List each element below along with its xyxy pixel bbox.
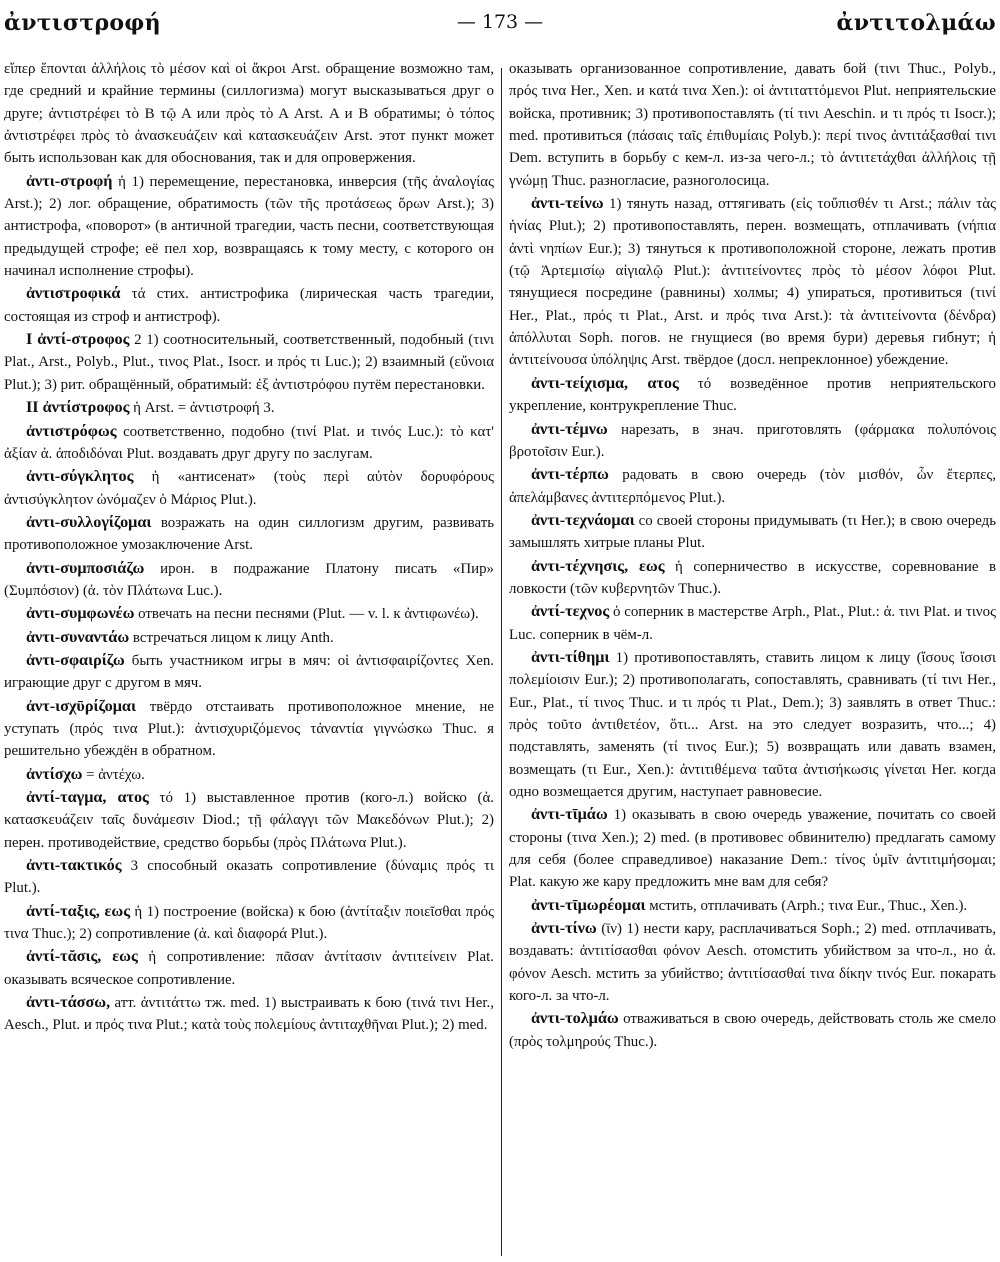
entry-definition: атт. ἀντιτάττω тж. med. 1) выстраивать к бою (τινά τινι Her., Aesch., Plut. и πρός τινα Plut.; κατὰ τοὺς πολεμίους ἀντιταχθῆναι Plut.); 2) med. (4, 995, 494, 1034)
entry-headword: ἀντι-τολμάω (531, 1009, 619, 1028)
entry-headword: ἀντι-τείνω (531, 194, 604, 213)
dictionary-entry (4, 649, 494, 695)
entry-definition: 1) оказывать в свою очередь уважение, почитать со своей стороны (τινα Xen.); 2) med. (в противовес обвинителю) предлагать самому для себя (более справедливое) наказание Dem.: τίνος ὑμῖν ἀντιτιμήσομαι; Plat. какую же кару предложить мне вам для себя? (509, 807, 996, 891)
entry-definition: оказывать организованное сопротивление, давать бой (τινι Thuc., Polyb., πρός τινα Her., Xen. и κατά τινα Xen.): οἱ ἀντιταττόμενοι Plut. неприятельские войска, противник; 3) противопоставлять (τί τινι Aeschin. и τι πρός τι Isocr.); med. противиться (πάσαις ταῖς ἐπιθυμίαις Polyb.): περί τινος ἀντιτάξασθαί τινι Dem. вступить в борьбу с кем-л. из-за чего-л.; τὸ ἀντιτετάχθαι ἀλλήλοις τῇ γνώμῃ Thuc. разногласие, разноголосица. (509, 61, 996, 189)
entry-headword: ἀντι-τέρπω (531, 465, 609, 484)
dictionary-entry (4, 282, 494, 328)
dictionary-entry (509, 418, 996, 464)
entry-headword: ἀντί-ταγμα, ατος (26, 788, 149, 806)
entry-definition: τά стих. антистрофика (лирическая часть трагедии, состоящая из строф и антистроф). (4, 286, 494, 325)
dictionary-entry (4, 602, 494, 625)
entry-headword: ἀντι-τῑμάω (531, 805, 608, 824)
entry-headword: ἀντι-τείχισμα, ατος (531, 373, 679, 392)
entry-headword: ἀντί-τεχνος (531, 602, 610, 621)
entry-headword: ἀντι-σύγκλητος (26, 467, 134, 486)
entry-definition: ὁ соперник в мастерстве Arph., Plat., Plut.: ἀ. τινι Plat. и τινος Luc. соперник в чём-л. (509, 604, 996, 643)
dictionary-entry (4, 900, 494, 946)
dictionary-entry (4, 786, 494, 854)
entry-definition: соответственно, подобно (τινί Plat. и τινός Luc.): τὸ κατ' ἀξίαν ἀ. ἀποδιδόναι Plut. воздавать друг другу по заслугам. (4, 423, 494, 462)
entry-continuation (4, 58, 494, 170)
entry-headword: II ἀντίστροφος (26, 398, 130, 417)
entry-definition: встречаться лицом к лицу Anth. (129, 629, 334, 646)
dictionary-entry (509, 646, 996, 803)
dictionary-entry (509, 917, 996, 1007)
dictionary-entry (509, 509, 996, 555)
entry-definition: отвечать на песни песнями (Plut. — v. l. к ἀντιφωνέω). (134, 606, 479, 623)
dictionary-entry (509, 803, 996, 893)
entry-continuation (509, 58, 996, 192)
entry-definition: 1) противопоставлять, ставить лицом к лицу (ἴσους ἴσοισι πολεμίοισιν Eur.); 2) противополагать, сопоставлять, сравнивать (τί τινι Her., Eur., Plat., τί τινος Thuc. и τι πρός τι Plat., Dem.); 3) заявлять в ответ Thuc.: πρὸς τοῦτο ἀντιθετέον, ὅτι... Arst. на это следует возразить, что...; 4) подставлять, заменять (τί τινος Eur.); 5) возвращать или давать взамен, возмещать (τι Eur., Xen.): ἀντιτιθέμενα ταῦτα ἀντισήκωσις γίνεται Her. когда одно возмещается другим, наступает равновесие. (509, 649, 996, 800)
entry-headword: ἀντι-τάσσω, (26, 993, 111, 1012)
entry-definition: εἴπερ ἕπονται ἀλλήλοις τὸ μέσον καὶ οἱ ἄκροι Arst. обращение возможно там, где средний и крайние термины (силлогизма) могут высказываться друг о друге; ἀντιστρέφει τὸ Β τῷ Α или πρὸς τὸ Α Arst. Α и Β обратимы; ὁ τόπος ἀντιστρέφει πρὸς τὸ ἀνασκευάζειν καὶ κατασκευάζειν Arst. этот пункт может быть использован как для обоснования, так и для опровержения. (4, 61, 494, 167)
dictionary-entry (4, 557, 494, 603)
entry-headword: ἀντι-συμφωνέω (26, 604, 135, 623)
entry-definition: мстить, отплачивать (Arph.; τινα Eur., Thuc., Xen.). (645, 897, 968, 914)
entry-definition: ἡ соперничество в искусстве, соревнование в ловкости (τῶν κυβερνητῶν Thuc.). (509, 558, 996, 597)
entry-definition: ἡ Arst. = ἀντιστροφή 3. (129, 400, 275, 417)
dictionary-entry (4, 420, 494, 466)
dictionary-entry (4, 170, 494, 283)
right-running-head: ἀντιτολμάω (836, 10, 996, 36)
dictionary-entry (4, 763, 494, 786)
entry-headword: ἀντιστρόφως (26, 421, 117, 440)
dictionary-entry (509, 192, 996, 372)
entry-definition: возражать на один силлогизм другим, развивать противоположное умозаключение Arst. (4, 514, 494, 554)
entry-definition: τό 1) выставленное против (кого-л.) войско (ἀ. κατασκευάζειν ταῖς δυνάμεσιν Diod.; τῇ φάλαγγι τῶν Μακεδόνων Plut.); 2) перен. противодействие, средство борьбы (πρὸς Πλάτωνα Plut.). (4, 790, 494, 851)
entry-headword: ἀντι-τίνω (531, 919, 597, 938)
entry-headword: ἀντί-τᾰσις, εως (26, 947, 138, 966)
entry-definition: ἡ 1) перемещение, перестановка, инверсия (τῆς ἀναλογίας Arst.); 2) лог. обращение, обратимость (τῶν τῆς προτάσεως ὅρων Arst.); 3) антистрофа, «поворот» (в античной трагедии, часть песни, соответствующая предыдущей строфе; её пел хор, возвращаясь к тому месту, с которого он начинал исполнение строфы). (4, 173, 494, 280)
dictionary-entry (509, 372, 996, 418)
entry-headword: ἀντι-τακτικός (26, 856, 122, 875)
dictionary-entry (509, 1007, 996, 1053)
entry-definition: (ῑν) 1) нести кару, расплачиваться Soph.; 2) med. отплачивать, воздавать: ἀντιτίσασθαι φόνον Aesch. отомстить убийством за что-л., но ἀ. φόνον Aesch. мстить за убийство; ἀντιτίσασθαί τινα δίκην τινός Eur. покарать кого-л. за что-л. (509, 921, 996, 1005)
entry-definition: τό возведённое против неприятельского укрепление, контрукрепление Thuc. (509, 375, 996, 415)
entry-definition: твёрдо отстаивать противоположное мнение, не уступать (πρός τινα Plut.): ἀντισχυριζόμενος τἀναντία γιγνώσκω Thuc. я решительно убеждён в обратном. (4, 698, 494, 760)
entry-headword: ἀντι-τίθημι (531, 647, 610, 666)
entry-definition: ἡ сопротивление: πᾶσαν ἀντίτασιν ἀντιτείνειν Plat. оказывать всяческое сопротивление. (4, 949, 494, 988)
entry-headword: ἀντιστροφικά (26, 284, 121, 303)
dictionary-entry (4, 328, 494, 396)
entry-headword: ἀντι-τέμνω (531, 419, 608, 438)
entry-headword: ἀντι-τέχνησις, εως (531, 556, 665, 575)
dictionary-entry (4, 465, 494, 511)
entry-definition: радовать в свою очередь (τὸν μισθόν, ὧν ἔτερπες, ἀπελάμβανες ἀντιτερπόμενος Plut.). (509, 467, 996, 506)
dictionary-entry (4, 991, 494, 1037)
page-header (4, 10, 996, 40)
dictionary-entry (4, 695, 494, 763)
dictionary-entry (509, 555, 996, 601)
entry-headword: ἀντ-ισχῡρίζομαι (26, 696, 136, 715)
dictionary-entry (4, 854, 494, 900)
entry-headword: I ἀντί-στροφος (26, 330, 130, 349)
entry-headword: ἀντί-ταξις, εως (26, 901, 131, 920)
entry-definition: ἡ «антисенат» (τοὺς περὶ αὐτὸν δορυφόρους ἀντισύγκλητον ὠνόμαζεν ὁ Μάριος Plut.). (4, 469, 494, 508)
entry-headword: ἀντίσχω (26, 764, 83, 783)
dictionary-entry (509, 463, 996, 509)
entry-headword: ἀντι-συλλογίζομαι (26, 512, 152, 531)
left-column (4, 58, 494, 1037)
dictionary-entry (4, 511, 494, 557)
entry-headword: ἀντι-συναντάω (26, 627, 130, 646)
entry-definition: 3 способный оказать сопротивление (δύναμις πρός τι Plut.). (4, 858, 494, 897)
entry-headword: ἀντι-συμποσιάζω (26, 558, 145, 577)
entry-definition: отваживаться в свою очередь, действовать столь же смело (πρὸς τολμηρούς Thuc.). (509, 1011, 996, 1050)
dictionary-entry (4, 396, 494, 419)
left-running-head: ἀντιστροφή (4, 10, 161, 36)
page-number: — 173 — (456, 11, 544, 33)
entry-definition: быть участником игры в мяч: οἱ ἀντισφαιρίζοντες Xen. играющие друг с другом в мяч. (4, 652, 494, 692)
entry-headword: ἀντι-σφαιρίζω (26, 650, 125, 669)
dictionary-entry (509, 600, 996, 646)
entry-headword: ἀντι-στροφή (26, 171, 113, 190)
entry-definition: 1) тянуть назад, оттягивать (εἰς τοὔπισθέν τι Arst.; πάλιν τὰς ἡνίας Plut.); 2) противопоставлять, перен. возмещать, отплачивать (νήπια ἀντὶ νηπίων Eur.); 3) тянуться к противоположной стороне, лежать против (τῷ Ἀρτεμισίῳ αἰγιαλῷ Plut.): ἀντιτείνοντες πρὸς τὸ μέσον λόφοι Plut. тянущиеся посредине (равнины) холмы; 4) упираться, противиться (τινί Her., Plat., πρός τι Plat., Arst. и πρός τινα Arst.): τὰ ἀντιτείνοντα (δένδρα) ἀπόλλυται Soph. погов. не гнущиеся (во время бури) деревья гибнут; ἡ ἀντιτείνουσα ὑπόληψις Arst. твёрдое (досл. непреклонное) убеждение. (509, 196, 996, 369)
dictionary-entry (4, 945, 494, 991)
right-column (509, 58, 996, 1053)
entry-definition: ἡ 1) построение (войска) к бою (ἀντίταξιν ποιεῖσθαι πρός τινα Thuc.); 2) сопротивление (ἀ. καὶ διαφορά Plut.). (4, 903, 494, 943)
dictionary-entry (509, 894, 996, 917)
entry-definition: со своей стороны придумывать (τι Her.); в свою очередь замышлять хитрые планы Plut. (509, 512, 996, 552)
entry-headword: ἀντι-τεχνάομαι (531, 510, 635, 529)
entry-headword: ἀντι-τῑμωρέομαι (531, 895, 646, 914)
entry-definition: 2 1) соотносительный, соответственный, подобный (τινι Plat., Arst., Polyb., Plut., τινος Plat., Isocr. и πρός τι Luc.); 2) взаимный (εὔνοια Plut.); 3) рит. обращённый, обратимый: ἐξ ἀντιστρόφου путём перестановки. (4, 332, 494, 393)
entry-definition: = ἀντέχω. (82, 766, 145, 783)
entry-definition: нарезать, в знач. приготовлять (φάρμακα πολυπόνοις βροτοῖσιν Eur.). (509, 421, 996, 460)
dictionary-entry (4, 626, 494, 649)
entry-definition: ирон. в подражание Платону писать «Пир» (Συμπόσιον) (ἀ. τὸν Πλάτωνα Luc.). (4, 560, 494, 599)
column-divider (501, 68, 502, 1256)
